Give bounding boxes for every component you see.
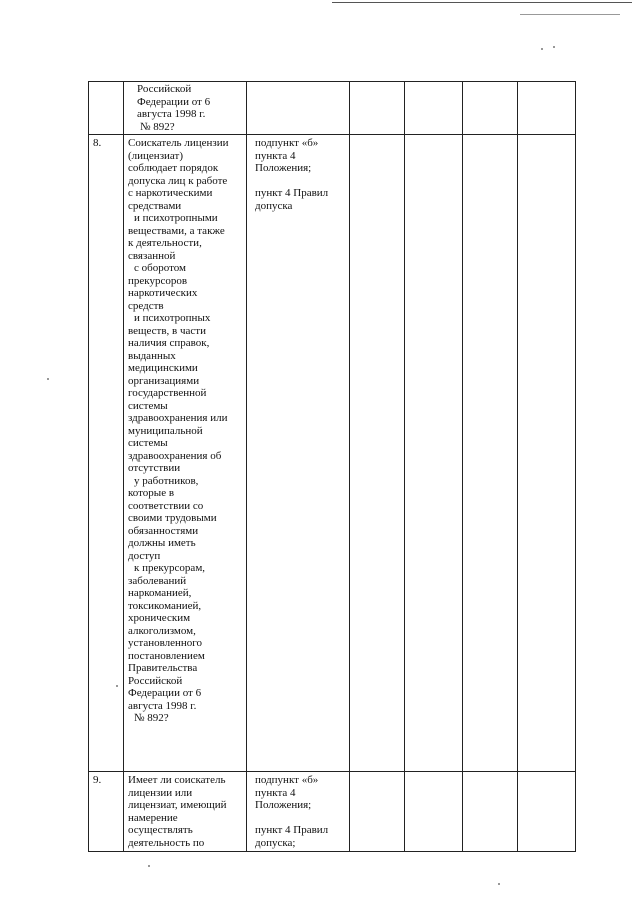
table-rule <box>246 81 247 852</box>
scan-top-line-secondary <box>520 14 620 15</box>
table-rule <box>349 81 350 852</box>
scan-speck <box>116 685 118 687</box>
table-rule <box>88 851 576 852</box>
requirement-line: связанной <box>128 249 176 262</box>
scan-speck <box>47 378 49 380</box>
requirement-line: постановлением <box>128 649 205 662</box>
reference-line: пункта 4 <box>255 786 296 799</box>
requirement-line: (лицензиат) <box>128 149 183 162</box>
row-8-reference <box>255 137 345 212</box>
requirement-line: наркотических <box>128 287 198 299</box>
requirement-line: намерение <box>128 811 178 824</box>
reference-line <box>255 812 345 825</box>
reference-line: Положения; <box>255 799 312 811</box>
requirement-line: муниципальной <box>128 424 203 437</box>
requirement-line: установленного <box>128 637 203 649</box>
requirement-line: заболеваний <box>128 574 187 587</box>
reference-line <box>255 175 345 188</box>
requirement-line: выданных <box>128 349 176 362</box>
row-9-reference <box>255 774 345 849</box>
table-rule <box>88 81 89 852</box>
requirement-line: Российской <box>137 83 192 95</box>
table-rule <box>517 81 518 852</box>
requirement-line: Федерации от 6 <box>128 687 202 699</box>
requirement-line: доступ <box>128 549 161 562</box>
requirement-line: соответствии со <box>128 499 204 512</box>
reference-line: пункт 4 Правил <box>255 187 329 199</box>
requirement-line: Российской <box>128 674 183 687</box>
requirement-line: допуска лиц к работе <box>128 174 228 187</box>
requirement-line: средствами <box>128 199 182 212</box>
requirement-line: августа 1998 г. <box>128 699 197 712</box>
requirement-line: Имеет ли соискатель <box>128 774 226 786</box>
requirement-line: которые в <box>128 487 175 499</box>
requirement-line: Соискатель лицензии <box>128 137 229 149</box>
requirement-line: хроническим <box>128 612 191 624</box>
requirement-line: к прекурсорам, <box>134 562 206 574</box>
reference-line: подпункт «б» <box>255 774 319 786</box>
requirement-line: и психотропными <box>134 212 218 224</box>
requirement-line: отсутствии <box>128 462 181 474</box>
requirement-line: своими трудовыми <box>128 512 217 524</box>
reference-line: подпункт «б» <box>255 137 319 149</box>
requirement-line: № 892? <box>134 712 169 724</box>
requirement-line: № 892? <box>140 120 175 133</box>
reference-line: допуска; <box>255 836 296 849</box>
requirement-line: прекурсоров <box>128 274 188 287</box>
reference-line: пункта 4 <box>255 149 296 162</box>
requirement-line: медицинскими <box>128 362 198 374</box>
requirement-line: лицензии или <box>128 786 193 799</box>
requirement-line: должны иметь <box>128 537 196 549</box>
table-rule <box>88 134 576 135</box>
requirement-line: с наркотическими <box>128 187 213 199</box>
row-9-number: 9. <box>93 774 102 786</box>
scan-speck <box>541 48 543 50</box>
row-8-requirement <box>128 137 242 725</box>
scan-top-line <box>332 2 632 3</box>
requirement-line: Правительства <box>128 662 198 674</box>
requirement-line: организациями <box>128 374 200 387</box>
requirement-line: у работников, <box>134 474 199 487</box>
row-8-number: 8. <box>93 137 102 149</box>
requirement-line: лицензиат, имеющий <box>128 799 227 811</box>
row-9-requirement <box>128 774 242 849</box>
requirement-line: и психотропных <box>134 312 211 324</box>
reference-line: Положения; <box>255 162 312 174</box>
table-rule <box>123 81 124 852</box>
requirement-line: веществами, а также <box>128 224 225 237</box>
requirement-line: осуществлять <box>128 824 193 836</box>
requirement-line: средств <box>128 299 164 312</box>
requirement-line: к деятельности, <box>128 237 202 249</box>
reference-line: пункт 4 Правил <box>255 824 329 836</box>
requirement-line: Федерации от 6 <box>137 95 211 108</box>
scan-speck <box>553 46 555 48</box>
requirement-line: системы <box>128 437 168 449</box>
requirement-line: системы <box>128 399 168 412</box>
requirement-line: обязанностями <box>128 524 199 537</box>
requirement-line: веществ, в части <box>128 324 206 337</box>
requirement-line: наркоманией, <box>128 587 192 599</box>
requirement-line: здравоохранения об <box>128 449 222 462</box>
table-rule <box>88 771 576 772</box>
row-0-requirement <box>137 83 242 133</box>
requirement-line: алкоголизмом, <box>128 624 196 637</box>
requirement-line: соблюдает порядок <box>128 162 219 174</box>
requirement-line: токсикоманией, <box>128 599 202 612</box>
requirement-line: государственной <box>128 387 207 399</box>
reference-line: допуска <box>255 199 293 212</box>
requirement-line: деятельность по <box>128 836 205 849</box>
requirement-line: августа 1998 г. <box>137 108 206 120</box>
table-rule <box>404 81 405 852</box>
scan-speck <box>498 883 500 885</box>
table-rule <box>88 81 576 82</box>
table-rule <box>575 81 576 852</box>
scan-speck <box>148 865 150 867</box>
requirement-line: наличия справок, <box>128 337 210 349</box>
table-rule <box>462 81 463 852</box>
requirement-line: с оборотом <box>134 262 186 274</box>
requirement-line: здравоохранения или <box>128 412 228 424</box>
